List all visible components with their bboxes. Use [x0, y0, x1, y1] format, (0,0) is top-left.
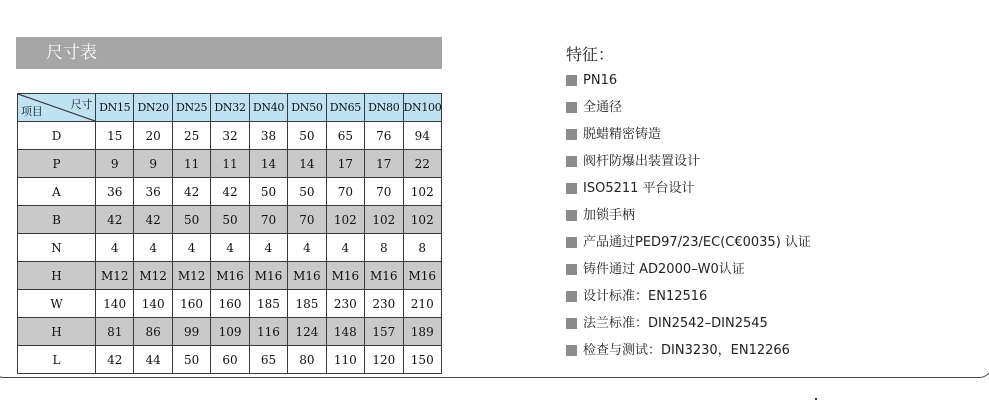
feature-text: 检查与测试：DIN3230，EN12266 — [583, 343, 790, 358]
dimension-table — [17, 93, 442, 374]
table-cell: M16 — [403, 262, 442, 290]
feature-item — [566, 72, 811, 99]
table-cell: 15 — [96, 122, 134, 150]
feature-text: 设计标准：EN12516 — [583, 289, 708, 304]
column-header: DN80 — [365, 94, 403, 122]
table-cell: 50 — [172, 206, 210, 234]
table-row — [18, 178, 442, 206]
table-cell: M12 — [172, 262, 210, 290]
table-cell: M12 — [96, 262, 134, 290]
square-bullet-icon — [566, 183, 577, 194]
feature-item — [566, 234, 811, 261]
table-cell: 160 — [172, 290, 210, 318]
square-bullet-icon — [566, 291, 577, 302]
table-cell: 4 — [288, 234, 326, 262]
table-cell: M16 — [211, 262, 249, 290]
table-cell: 36 — [96, 178, 134, 206]
table-cell: 70 — [326, 178, 364, 206]
corner-label-size: 尺寸 — [70, 98, 92, 111]
table-cell: 230 — [365, 290, 403, 318]
feature-item — [566, 180, 811, 207]
table-cell: 50 — [249, 178, 287, 206]
table-cell: 140 — [96, 290, 134, 318]
row-label: P — [18, 150, 96, 178]
table-body — [18, 122, 442, 374]
feature-text: 铸件通过 AD2000–W0认证 — [583, 262, 745, 277]
feature-list — [566, 72, 811, 369]
table-cell: 102 — [403, 178, 442, 206]
table-row — [18, 122, 442, 150]
table-cell: 4 — [211, 234, 249, 262]
table-row — [18, 318, 442, 346]
features-panel — [566, 44, 811, 369]
feature-item — [566, 288, 811, 315]
table-cell: 102 — [403, 206, 442, 234]
square-bullet-icon — [566, 129, 577, 140]
row-label: D — [18, 122, 96, 150]
row-label: W — [18, 290, 96, 318]
feature-text: 全通径 — [583, 100, 623, 115]
column-header: DN100 — [403, 94, 442, 122]
table-cell: 4 — [172, 234, 210, 262]
table-cell: 65 — [326, 122, 364, 150]
table-header-row — [18, 94, 442, 122]
features-title: 特征： — [566, 45, 615, 64]
table-row — [18, 262, 442, 290]
table-cell: 17 — [365, 150, 403, 178]
table-cell: 157 — [365, 318, 403, 346]
table-cell: 4 — [326, 234, 364, 262]
column-header: DN15 — [96, 94, 134, 122]
feature-item — [566, 315, 811, 342]
table-cell: 38 — [249, 122, 287, 150]
table-cell: M12 — [134, 262, 172, 290]
table-cell: 42 — [96, 206, 134, 234]
column-header: DN25 — [172, 94, 210, 122]
column-header: DN20 — [134, 94, 172, 122]
table-cell: 102 — [365, 206, 403, 234]
table-cell: 14 — [288, 150, 326, 178]
table-cell: 4 — [134, 234, 172, 262]
table-cell: 185 — [249, 290, 287, 318]
table-cell: 102 — [326, 206, 364, 234]
table-cell: 14 — [249, 150, 287, 178]
square-bullet-icon — [566, 318, 577, 329]
table-cell: 42 — [172, 178, 210, 206]
square-bullet-icon — [566, 156, 577, 167]
table-cell: 70 — [249, 206, 287, 234]
table-cell: 32 — [211, 122, 249, 150]
table-cell: 210 — [403, 290, 442, 318]
table-cell: 4 — [96, 234, 134, 262]
feature-text: 加锁手柄 — [583, 208, 636, 223]
decorative-dot — [815, 398, 817, 400]
table-cell: 189 — [403, 318, 442, 346]
table-cell: 36 — [134, 178, 172, 206]
feature-text: 阀杆防爆出装置设计 — [583, 154, 701, 169]
table-cell: M16 — [249, 262, 287, 290]
feature-text: 法兰标准：DIN2542–DIN2545 — [583, 316, 768, 331]
table-cell: 50 — [288, 178, 326, 206]
table-cell: 120 — [365, 346, 403, 374]
feature-text: 产品通过PED97/23/EC(C€0035) 认证 — [583, 235, 811, 250]
table-cell: 20 — [134, 122, 172, 150]
row-label: H — [18, 262, 96, 290]
feature-text: PN16 — [583, 73, 618, 88]
row-label: B — [18, 206, 96, 234]
table-cell: 65 — [249, 346, 287, 374]
feature-item — [566, 261, 811, 288]
table-cell: 116 — [249, 318, 287, 346]
corner-label-item: 项目 — [21, 105, 43, 118]
table-cell: 25 — [172, 122, 210, 150]
table-cell: 81 — [96, 318, 134, 346]
feature-item — [566, 342, 811, 369]
table-cell: 42 — [134, 206, 172, 234]
feature-item — [566, 153, 811, 180]
table-cell: 42 — [211, 178, 249, 206]
table-cell: 230 — [326, 290, 364, 318]
table-cell: 86 — [134, 318, 172, 346]
table-cell: 70 — [288, 206, 326, 234]
table-row — [18, 150, 442, 178]
feature-text: 脱蜡精密铸造 — [583, 127, 662, 142]
feature-item — [566, 99, 811, 126]
table-cell: 124 — [288, 318, 326, 346]
square-bullet-icon — [566, 75, 577, 86]
table-cell: 42 — [96, 346, 134, 374]
row-label: L — [18, 346, 96, 374]
table-cell: 80 — [288, 346, 326, 374]
table-row — [18, 234, 442, 262]
table-cell: 94 — [403, 122, 442, 150]
table-cell: 8 — [365, 234, 403, 262]
table-cell: 185 — [288, 290, 326, 318]
table-cell: 150 — [403, 346, 442, 374]
table-cell: 9 — [96, 150, 134, 178]
table-row — [18, 206, 442, 234]
row-label: A — [18, 178, 96, 206]
table-cell: M16 — [326, 262, 364, 290]
table-cell: 9 — [134, 150, 172, 178]
table-cell: 11 — [211, 150, 249, 178]
feature-item — [566, 207, 811, 234]
column-header: DN65 — [326, 94, 364, 122]
table-cell: 17 — [326, 150, 364, 178]
table-cell: 110 — [326, 346, 364, 374]
table-cell: 22 — [403, 150, 442, 178]
table-cell: 50 — [172, 346, 210, 374]
table-cell: 8 — [403, 234, 442, 262]
square-bullet-icon — [566, 264, 577, 275]
table-cell: 99 — [172, 318, 210, 346]
square-bullet-icon — [566, 237, 577, 248]
feature-item — [566, 126, 811, 153]
table-cell: 4 — [249, 234, 287, 262]
table-cell: 50 — [288, 122, 326, 150]
square-bullet-icon — [566, 345, 577, 356]
feature-text: ISO5211 平台设计 — [583, 181, 695, 196]
table-cell: 50 — [211, 206, 249, 234]
table-cell: 76 — [365, 122, 403, 150]
column-header: DN32 — [211, 94, 249, 122]
column-header: DN50 — [288, 94, 326, 122]
table-cell: 11 — [172, 150, 210, 178]
square-bullet-icon — [566, 102, 577, 113]
table-cell: 160 — [211, 290, 249, 318]
square-bullet-icon — [566, 210, 577, 221]
table-row — [18, 346, 442, 374]
table-cell: 44 — [134, 346, 172, 374]
row-label: H — [18, 318, 96, 346]
table-cell: 60 — [211, 346, 249, 374]
row-label: N — [18, 234, 96, 262]
table-cell: M16 — [288, 262, 326, 290]
table-cell: M16 — [365, 262, 403, 290]
table-cell: 140 — [134, 290, 172, 318]
table-cell: 148 — [326, 318, 364, 346]
table-title: 尺寸表 — [16, 37, 442, 69]
table-row — [18, 290, 442, 318]
table-cell: 70 — [365, 178, 403, 206]
table-corner-cell — [18, 94, 96, 122]
column-header: DN40 — [249, 94, 287, 122]
table-cell: 109 — [211, 318, 249, 346]
